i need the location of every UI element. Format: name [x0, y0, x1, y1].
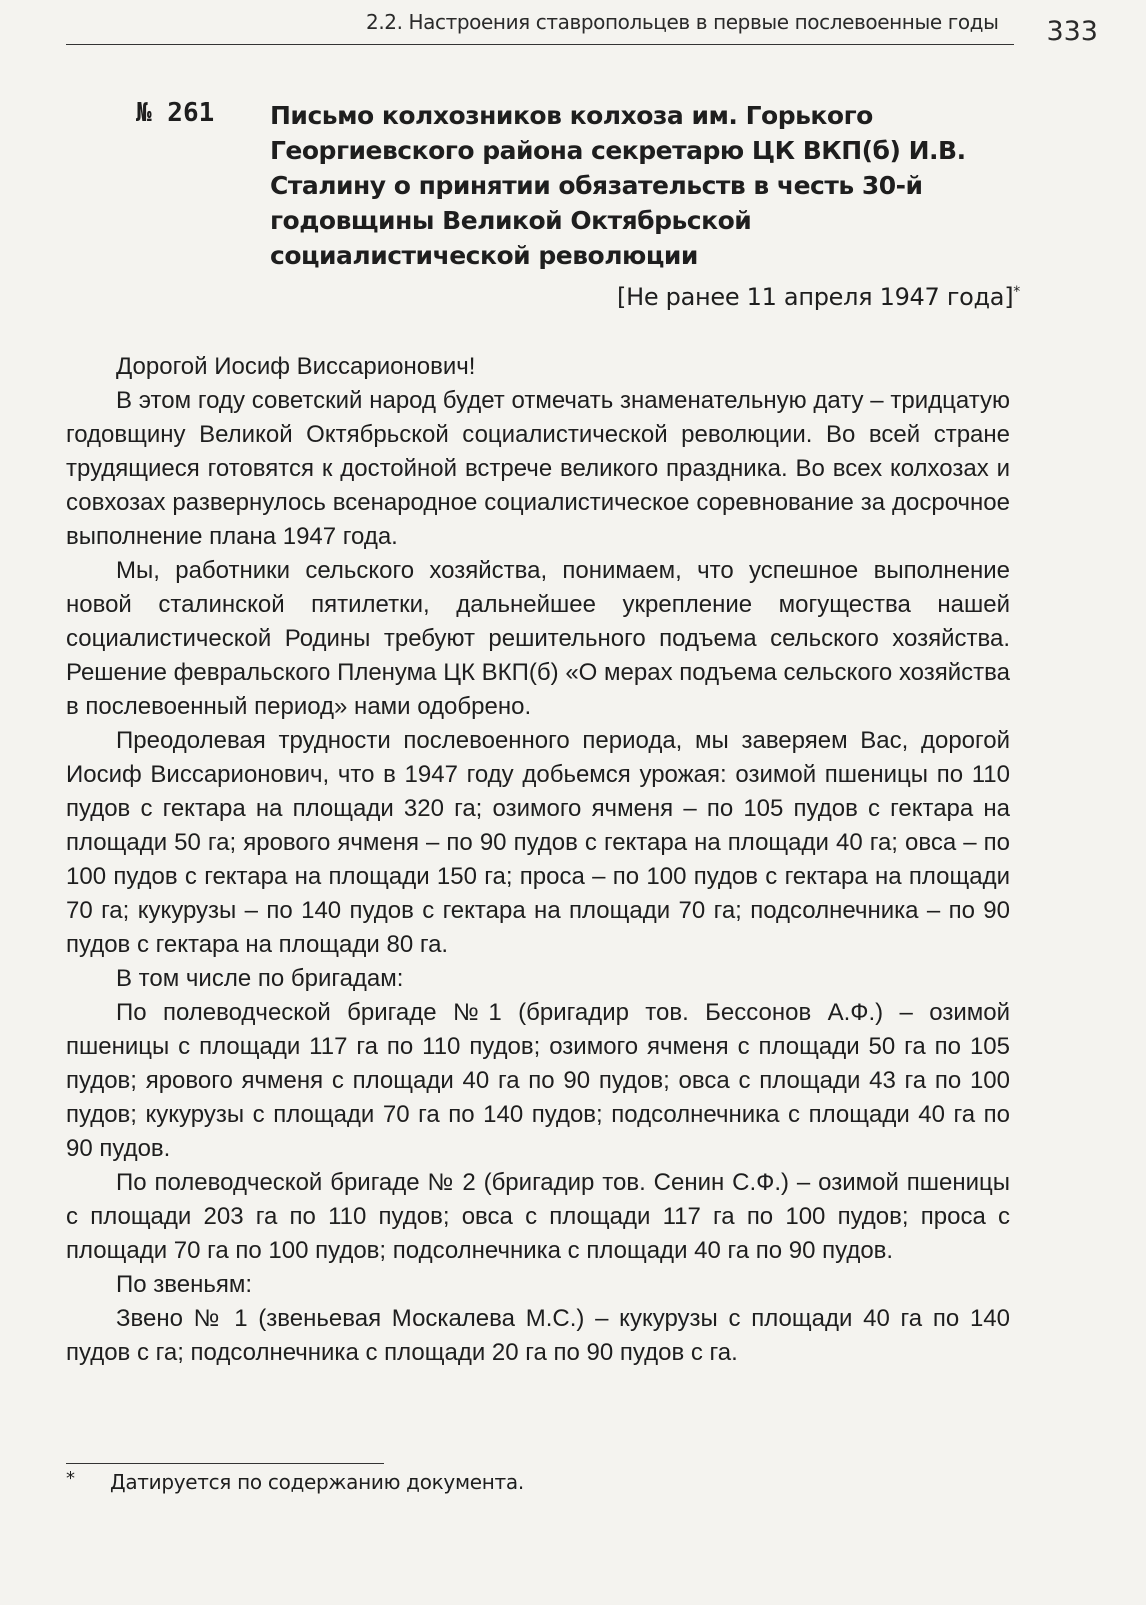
document-date-text: [Не ранее 11 апреля 1947 года] — [617, 283, 1014, 311]
paragraph: Преодолевая трудности послевоенного периода, мы заверяем Вас, дорогой Иосиф Виссарионович, что в 1947 году добьемся урожая: озимой пшеницы по 110 пудов с гектара на площади 320 га; озимого ячменя – по 105 пудов с гектара на площади 50 га; ярового ячменя – по 90 пудов с гектара на площади 40 га; овса – по 100 пудов с гектара на площади 150 га; проса – по 100 пудов с гектара на площади 70 га; кукурузы – по 140 пудов с гектара на площади 70 га; подсолнечника – по 90 пудов с гектара на площади 80 га. — [66, 727, 1010, 958]
paragraph: Мы, работники сельского хозяйства, понимаем, что успешное выполнение новой сталинской пятилетки, дальнейшее укрепление могущества нашей социалистической Родины требуют решительного подъема сельского хозяйства. Решение февральского Пленума ЦК ВКП(б) «О мерах подъема сельского хозяйства в послевоенный период» нами одобрено. — [66, 557, 1010, 720]
footnote-text: Датируется по содержанию документа. — [110, 1470, 524, 1494]
page-number: 333 — [1046, 16, 1098, 47]
footnote-rule — [66, 1463, 384, 1464]
paragraph: По полеводческой бригаде №1 (бригадир тов. Бессонов А.Ф.) – озимой пшеницы с площади 117 га по 110 пудов; озимого ячменя с площади 50 га по 105 пудов; ярового ячменя с площади 40 га по 90 пудов; овса с площади 43 га по 100 пудов; кукурузы с площади 70 га по 140 пудов; подсолнечника с площади 40 га по 90 пудов. — [66, 999, 1010, 1162]
document-title: Письмо колхозников колхоза им. Горького Георгиевского района секретарю ЦК ВКП(б) И.В. Сталину о принятии обязательств в честь 30-й годовщины Великой Октябрьской социалистической революции — [270, 101, 966, 270]
header-rule — [66, 44, 1014, 45]
running-title: 2.2. Настроения ставропольцев в первые послевоенные годы — [366, 10, 999, 34]
document-number: № 261 — [136, 98, 215, 128]
document-date — [560, 283, 1020, 311]
paragraph: По полеводческой бригаде № 2 (бригадир тов. Сенин С.Ф.) – озимой пшеницы с площади 203 га по 110 пудов; овса с площади 117 га по 100 пудов; проса с площади 70 га по 100 пудов; подсолнечника с площади 40 га по 90 пудов. — [66, 1169, 1010, 1264]
paragraph: В этом году советский народ будет отмечать знаменательную дату – тридцатую годовщину Великой Октябрьской социалистической революции. Во всей стране трудящиеся готовятся к достойной встрече великого праздника. Во всех колхозах и совхозах развернулось всенародное социалистическое соревнование за досрочное выполнение плана 1947 года. — [66, 387, 1010, 550]
paragraph: Дорогой Иосиф Виссарионович! — [116, 353, 476, 380]
page-header — [66, 10, 1098, 50]
document-body — [66, 350, 1010, 1370]
paragraph: По звеньям: — [116, 1271, 253, 1298]
paragraph: Звено № 1 (звеньевая Москалева М.С.) – кукурузы с площади 40 га по 140 пудов с га; подсолнечника с площади 20 га по 90 пудов с га. — [66, 1305, 1010, 1366]
paragraph: В том числе по бригадам: — [116, 965, 404, 992]
footnote-reference: * — [1013, 284, 1020, 300]
footnote-mark: * — [66, 1468, 75, 1489]
